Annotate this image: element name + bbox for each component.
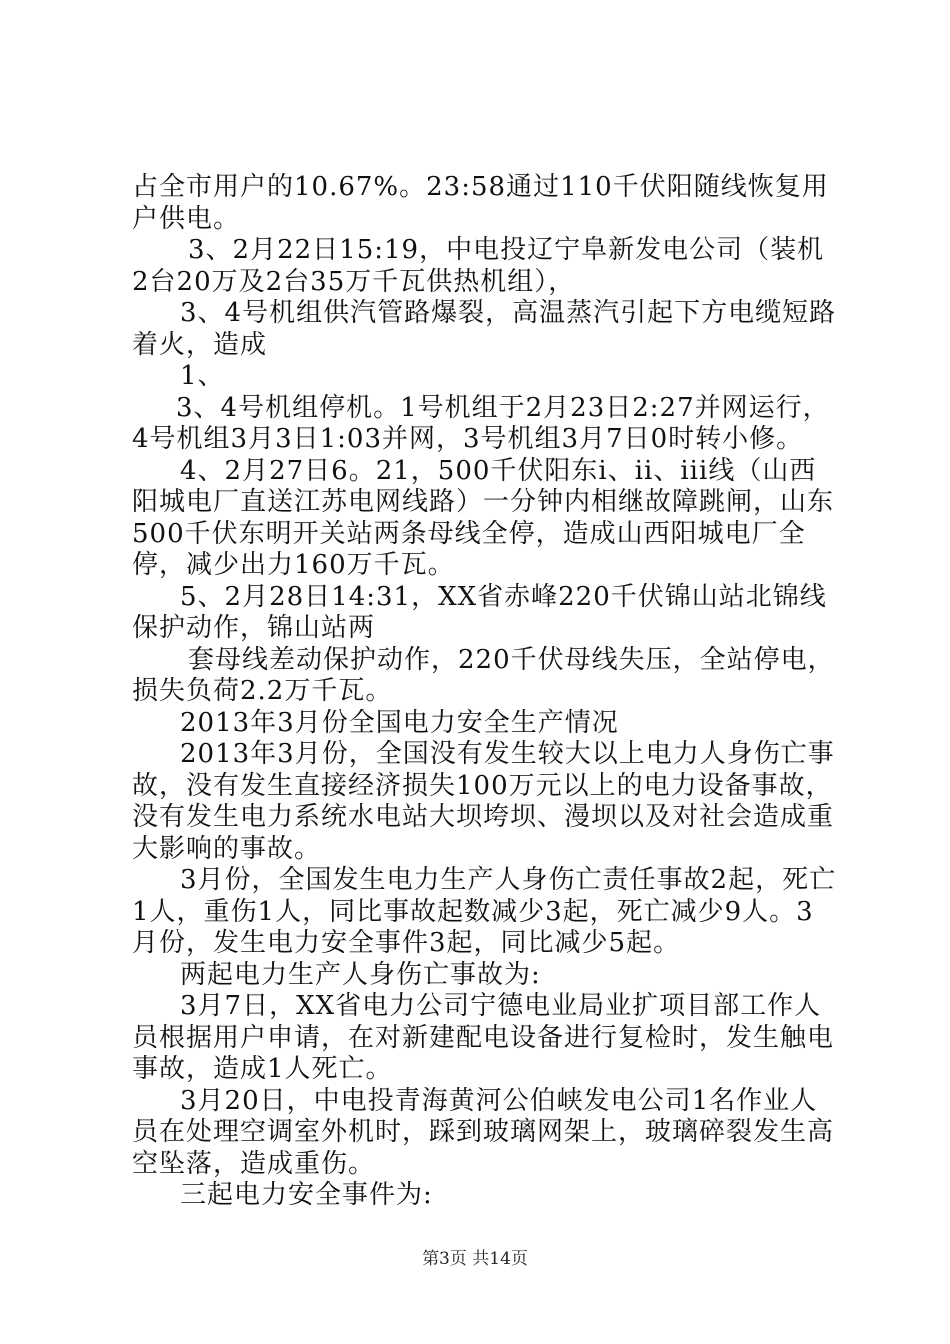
paragraph-7: 5、2月28日14:31，XX省赤峰220千伏锦山站北锦线保护动作，锦山站两 bbox=[132, 581, 827, 643]
document-body bbox=[132, 172, 838, 1212]
paragraph-5: 3、4号机组停机。1号机组于2月23日2:27并网运行，4号机组3月3日1:03并网，3号机组3月7日0时转小修。 bbox=[132, 392, 830, 454]
paragraph-3: 3、4号机组供汽管路爆裂，高温蒸汽引起下方电缆短路着火，造成 bbox=[132, 298, 837, 360]
paragraph-2: 3、2月22日15:19，中电投辽宁阜新发电公司（装机2台20万及2台35万千瓦供热机组）， bbox=[132, 235, 825, 297]
section-heading: 2013年3月份全国电力安全生产情况 bbox=[180, 707, 619, 738]
paragraph-11: 3月份，全国发生电力生产人身伤亡责任事故2起，死亡1人，重伤1人，同比事故起数减少3起，死亡减少9人。3月份，发生电力安全事件3起，同比减少5起。 bbox=[132, 865, 837, 958]
page-footer bbox=[0, 1244, 950, 1269]
page-number-label: 第3页 共14页 bbox=[422, 1249, 528, 1269]
paragraph-12: 两起电力生产人身伤亡事故为: bbox=[180, 959, 541, 990]
paragraph-14: 3月20日，中电投青海黄河公伯峡发电公司1名作业人员在处理空调室外机时，踩到玻璃网架上，玻璃碎裂发生高空坠落，造成重伤。 bbox=[132, 1085, 835, 1179]
paragraph-15: 三起电力安全事件为: bbox=[180, 1180, 433, 1210]
paragraph-8: 套母线差动保护动作，220千伏母线失压，全站停电，损失负荷2.2万千瓦。 bbox=[132, 644, 835, 706]
paragraph-1: 占全市用户的10.67%。23:58通过110千伏阳随线恢复用户供电。 bbox=[132, 172, 829, 234]
paragraph-4: 1、 bbox=[180, 361, 225, 391]
paragraph-13: 3月7日，XX省电力公司宁德电业局业扩项目部工作人员根据用户申请，在对新建配电设备进行复检时，发生触电事故，造成1人死亡。 bbox=[132, 991, 835, 1084]
paragraph-10: 2013年3月份，全国没有发生较大以上电力人身伤亡事故，没有发生直接经济损失100万元以上的电力设备事故，没有发生电力系统水电站大坝垮坝、漫坝以及对社会造成重大影响的事故。 bbox=[132, 739, 835, 864]
paragraph-6: 4、2月27日6。21，500千伏阳东i、ii、iii线（山西阳城电厂直送江苏电网线路）一分钟内相继故障跳闸，山东500千伏东明开关站两条母线全停，造成山西阳城电厂全停，减少出力160万千瓦。 bbox=[132, 455, 835, 580]
